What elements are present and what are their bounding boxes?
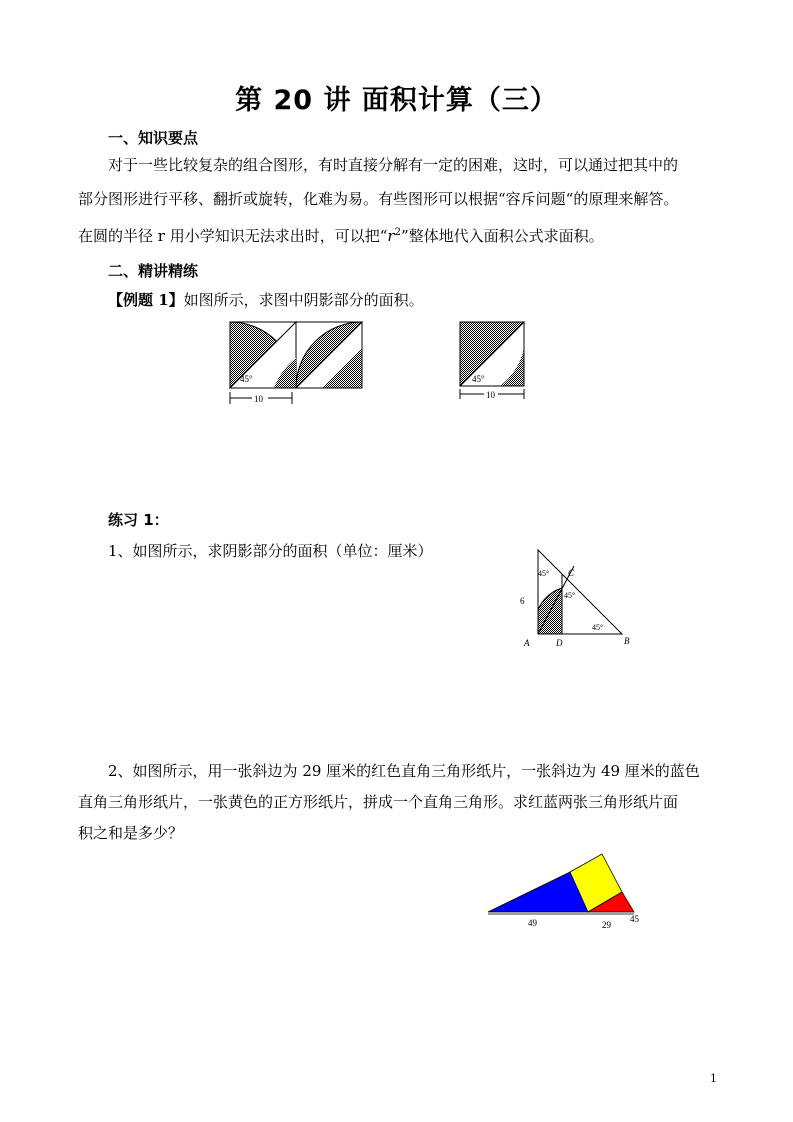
example-figure-2 [456, 318, 536, 406]
fig2-angle-label: 45° [472, 374, 485, 384]
practice-question-1: 1、如图所示，求阴影部分的面积（单位：厘米） [108, 542, 433, 560]
fig1-length-label: 10 [254, 394, 263, 404]
exponent: 2 [394, 227, 401, 238]
page-title: 第 20 讲 面积计算（三） [235, 85, 558, 116]
line3-after: ”整体地代入面积公式求面积。 [400, 227, 604, 245]
question-2-figure [484, 848, 654, 930]
side-length-label: 6 [520, 596, 525, 606]
question-2-line-3: 积之和是多少？ [78, 824, 184, 842]
angle-mid-label: 45° [564, 591, 576, 600]
line3-before: 在圆的半径 r 用小学知识无法求出时，可以把“ [78, 227, 388, 245]
question-2-line-2: 直角三角形纸片，一张黄色的正方形纸片，拼成一个直角三角形。求红蓝两张三角形纸片面 [78, 793, 679, 811]
red-length-label: 29 [602, 920, 611, 930]
vertex-c-label: C [568, 568, 575, 578]
radius-symbol: r [387, 227, 395, 245]
question-2-line-1: 2、如图所示，用一张斜边为 29 厘米的红色直角三角形纸片，一张斜边为 49 厘米的蓝色 [108, 762, 700, 780]
paragraph-line-1: 对于一些比较复杂的组合图形，有时直接分解有一定的困难，这时，可以通过把其中的 [108, 156, 679, 174]
page-number: 1 [710, 1072, 717, 1085]
example-figure-1 [226, 318, 366, 406]
vertex-d-label: D [556, 638, 563, 648]
section-heading-knowledge: 一、知识要点 [108, 129, 199, 147]
section-heading-practice-explain: 二、精讲精练 [108, 262, 199, 280]
paragraph-line-3 [78, 223, 604, 246]
paragraph-line-2: 部分图形进行平移、翻折或旋转，化难为易。有些图形可以根据“容斥问题“的原理来解答。 [78, 190, 679, 208]
example-1-line [108, 290, 424, 310]
vertex-b-label: B [624, 636, 630, 646]
vertex-a-label: A [524, 638, 530, 648]
angle-b-label: 45° [592, 623, 604, 632]
practice-heading: 练习 1： [108, 511, 169, 529]
example-label: 【例题 1】 [108, 291, 184, 309]
fig1-angle-label: 45° [240, 374, 253, 384]
example-text: 如图所示，求图中阴影部分的面积。 [183, 291, 424, 309]
fig2-length-label: 10 [486, 390, 495, 400]
angle-top-label: 45° [538, 569, 550, 578]
blue-length-label: 49 [528, 918, 537, 928]
practice-1-figure [518, 546, 638, 651]
angle-label: 45 [630, 914, 639, 924]
